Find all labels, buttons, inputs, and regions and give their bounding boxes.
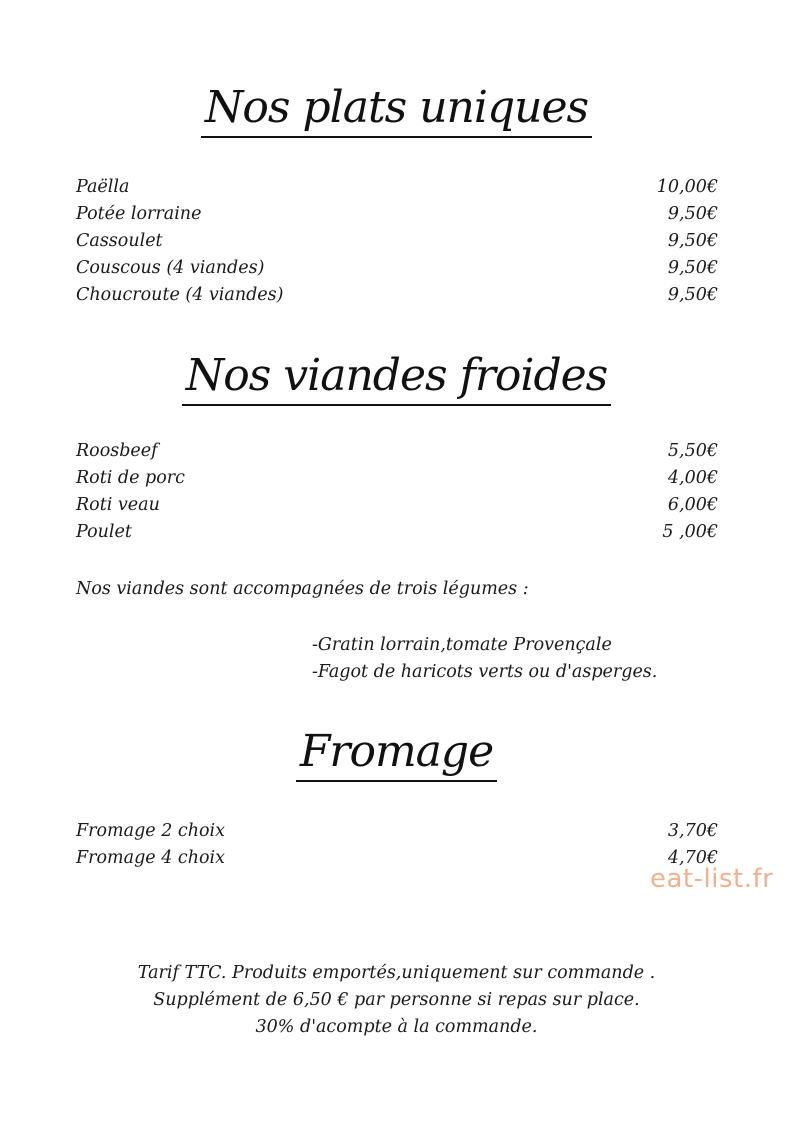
menu-item	[76, 201, 718, 228]
menu-list-fromage	[76, 818, 718, 872]
menu-list-viandes	[76, 438, 718, 546]
item-name: Roti de porc	[76, 468, 185, 488]
side-item: -Fagot de haricots verts ou d'asperges.	[312, 662, 658, 682]
section-title-viandes	[0, 350, 793, 406]
footer-line: Supplément de 6,50 € par personne si repas sur place.	[153, 990, 640, 1010]
item-name: Couscous (4 viandes)	[76, 258, 265, 278]
item-price: 6,00€	[667, 495, 718, 515]
section-title-viandes-text: Nos viandes froides	[182, 354, 612, 406]
menu-item	[76, 492, 718, 519]
item-name: Fromage 2 choix	[76, 821, 225, 841]
item-name: Roosbeef	[76, 441, 158, 461]
watermark: eat-list.fr	[650, 864, 774, 894]
item-price: 9,50€	[667, 231, 718, 251]
item-price: 9,50€	[667, 258, 718, 278]
menu-item	[76, 438, 718, 465]
item-name: Poulet	[76, 522, 132, 542]
menu-item	[76, 519, 718, 546]
item-price: 5 ,00€	[662, 522, 718, 542]
item-name: Paëlla	[76, 177, 130, 197]
item-price: 3,70€	[667, 821, 718, 841]
menu-item	[76, 174, 718, 201]
item-name: Potée lorraine	[76, 204, 202, 224]
menu-item	[76, 465, 718, 492]
section-title-fromage-text: Fromage	[296, 730, 497, 782]
item-price: 10,00€	[656, 177, 718, 197]
item-name: Cassoulet	[76, 231, 163, 251]
footer-notes	[0, 960, 793, 1041]
side-item: -Gratin lorrain,tomate Provençale	[312, 635, 612, 655]
section-title-plats	[0, 82, 793, 138]
menu-item	[76, 228, 718, 255]
menu-item	[76, 845, 718, 872]
item-price: 4,00€	[667, 468, 718, 488]
item-price: 4,70€	[667, 848, 718, 868]
menu-item	[76, 255, 718, 282]
menu-item	[76, 818, 718, 845]
item-price: 9,50€	[667, 204, 718, 224]
viandes-note: Nos viandes sont accompagnées de trois légumes :	[76, 579, 529, 599]
section-title-plats-text: Nos plats uniques	[201, 86, 592, 138]
footer-line: Tarif TTC. Produits emportés,uniquement sur commande .	[137, 963, 656, 983]
item-name: Roti veau	[76, 495, 160, 515]
footer-line: 30% d'acompte à la commande.	[255, 1017, 538, 1037]
item-name: Choucroute (4 viandes)	[76, 285, 284, 305]
section-title-fromage	[0, 726, 793, 782]
item-price: 9,50€	[667, 285, 718, 305]
item-price: 5,50€	[667, 441, 718, 461]
menu-item	[76, 282, 718, 309]
menu-list-plats	[76, 174, 718, 309]
item-name: Fromage 4 choix	[76, 848, 225, 868]
